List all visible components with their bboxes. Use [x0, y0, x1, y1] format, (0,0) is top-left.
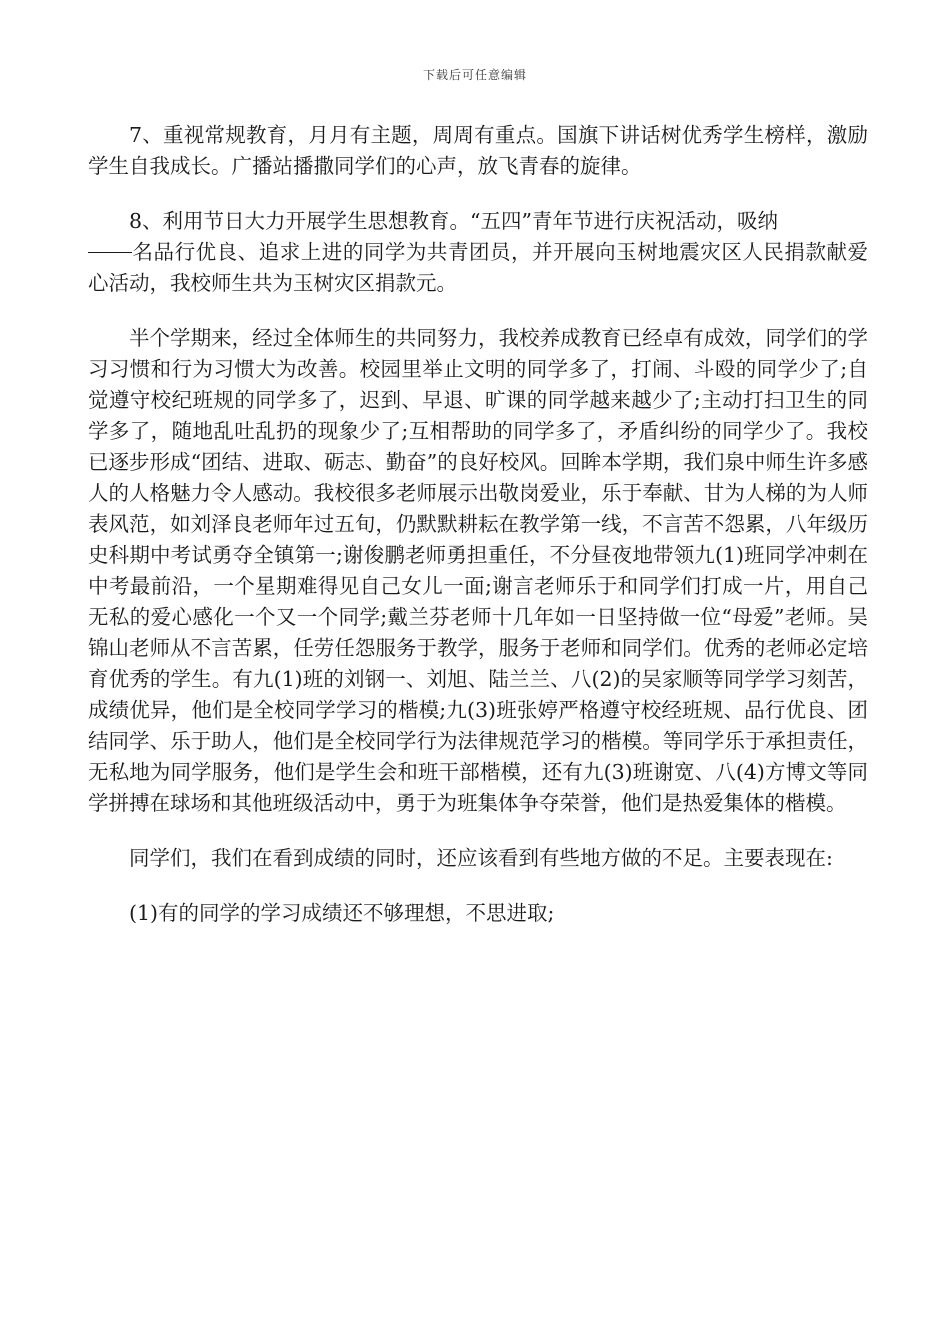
paragraph-shortcoming-1: (1)有的同学的学习成绩还不够理想，不思进取; [129, 901, 555, 925]
fill-in-blank [88, 252, 132, 253]
paragraph-item-8-rest: 名品行优良、追求上进的同学为共青团员，并开展向玉树地震灾区人民捐款献爱心活动，我校师生共为玉树灾区捐款元。 [88, 240, 868, 295]
paragraph-item-8-lead: 8、利用节日大力开展学生思想教育。“五四”青年节进行庆祝活动，吸纳 [129, 209, 779, 233]
paragraph-summary: 半个学期来，经过全体师生的共同努力，我校养成教育已经卓有成效，同学们的学习习惯和行为习惯大为改善。校园里举止文明的同学多了，打闹、斗殴的同学少了;自觉遵守校纪班规的同学多了，迟到、早退、旷课的同学越来越少了;主动打扫卫生的同学多了，随地乱吐乱扔的现象少了;互相帮助的同学多了，矛盾纠纷的同学少了。我校已逐步形成“团结、进取、砺志、勤奋”的良好校风。回眸本学期，我们泉中师生许多感人的人格魅力令人感动。我校很多老师展示出敬岗爱业，乐于奉献、甘为人梯的为人师表风范，如刘泽良老师年过五旬，仍默默耕耘在教学第一线，不言苦不怨累，八年级历史科期中考试勇夺全镇第一;谢俊鹏老师勇担重任，不分昼夜地带领九(1)班同学冲刺在中考最前沿，一个星期难得见自己女儿一面;谢言老师乐于和同学们打成一片，用自己无私的爱心感化一个又一个同学;戴兰芬老师十几年如一日坚持做一位“母爱”老师。吴锦山老师从不言苦累，任劳任怨服务于教学，服务于老师和同学们。优秀的老师必定培育优秀的学生。有九(1)班的刘钢一、刘旭、陆兰兰、八(2)的吴家顺等同学学习刻苦，成绩优异，他们是全校同学学习的楷模;九(3)班张婷严格遵守校经班规、品行优良、团结同学、乐于助人，他们是全校同学行为法律规范学习的楷模。等同学乐于承担责任，无私地为同学服务，他们是学生会和班干部楷模，还有九(3)班谢宽、八(4)方博文等同学拼搏在球场和其他班级活动中，勇于为班集体争夺荣誉，他们是热爱集体的楷模。 [88, 326, 868, 815]
paragraph-item-7: 7、重视常规教育，月月有主题，周周有重点。国旗下讲话树优秀学生榜样，激励学生自我成长。广播站播撒同学们的心声，放飞青春的旋律。 [88, 123, 868, 178]
page-header-note: 下载后可任意编辑 [422, 68, 527, 82]
document-body [88, 120, 868, 953]
paragraph-item-8 [88, 206, 868, 299]
paragraph-shortcomings-intro: 同学们，我们在看到成绩的同时，还应该看到有些地方做的不足。主要表现在: [129, 846, 833, 870]
